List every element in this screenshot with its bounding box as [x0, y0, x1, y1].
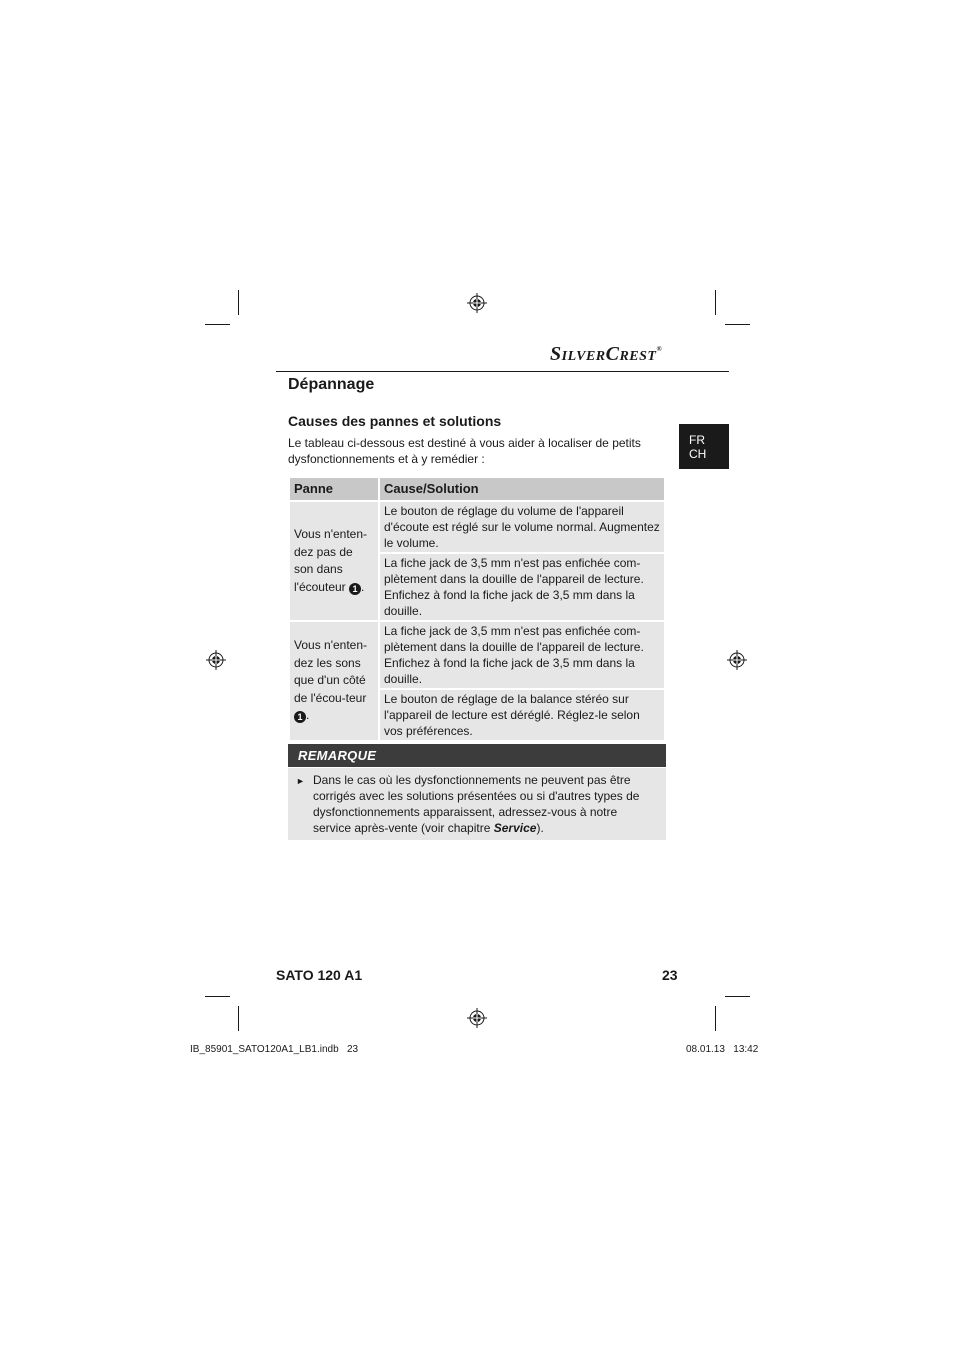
table-cell-solution: La fiche jack de 3,5 mm n'est pas enfichée com-plètement dans la douille de l'appareil de lecture. Enfichez à fond la fiche jack de 3,5 mm dans la douille.	[379, 621, 665, 689]
language-tab-line1: FR	[689, 433, 705, 447]
table-cell-solution: Le bouton de réglage du volume de l'appareil d'écoute est réglé sur le volume normal. Augmentez le volume.	[379, 501, 665, 553]
crop-mark	[238, 1006, 239, 1031]
crop-mark	[725, 996, 750, 997]
part-number-badge: 1	[294, 711, 306, 723]
section-subtitle: Causes des pannes et solutions	[288, 413, 502, 429]
table-cell-solution: La fiche jack de 3,5 mm n'est pas enfichée com-plètement dans la douille de l'appareil de lecture. Enfichez à fond la fiche jack de 3,5 mm dans la douille.	[379, 553, 665, 621]
bullet-arrow-icon: ►	[296, 776, 305, 786]
crop-mark	[238, 290, 239, 315]
table-cell-cause: Vous n'enten-dez les sons que d'un côté de l'écou-teur 1 .	[289, 621, 379, 741]
section-title: Dépannage	[288, 376, 375, 393]
brand-name: SilverCrest	[550, 343, 657, 365]
print-slug-date: 08.01.13 13:42	[686, 1044, 759, 1055]
note-title: REMARQUE	[288, 744, 666, 767]
page-number: 23	[662, 967, 678, 983]
table-cell-solution: Le bouton de réglage de la balance stéréo sur l'appareil de lecture est déréglé. Réglez-le selon vos préférences.	[379, 689, 665, 741]
model-name: SATO 120 A1	[276, 967, 363, 983]
crop-mark	[725, 324, 750, 325]
crop-mark	[715, 290, 716, 315]
table-row	[289, 501, 665, 553]
crop-mark	[205, 996, 230, 997]
note-text: Dans le cas où les dysfonctionnements ne peuvent pas être corrigés avec les solutions présentées ou si d'autres types de dysfonctionnements apparaissent, adressez-vous à notre service après-vente (voir chapitre	[313, 773, 640, 835]
note-body	[288, 768, 666, 840]
note-text-end: ).	[536, 821, 544, 835]
intro-paragraph: Le tableau ci-dessous est destiné à vous aider à localiser de petits dysfonctionnements et à y remédier :	[288, 436, 641, 466]
language-tab	[679, 424, 729, 469]
language-tab-line2: CH	[689, 447, 707, 461]
cause-text: Vous n'enten-dez pas de son dans l'écouteur	[294, 527, 368, 594]
registration-mark-icon	[467, 1008, 487, 1028]
header-rule	[276, 371, 729, 372]
note-emphasis: Service	[493, 821, 537, 835]
header-panne: Panne	[289, 477, 379, 501]
table-row	[289, 621, 665, 689]
print-slug-file: IB_85901_SATO120A1_LB1.indb 23	[190, 1044, 359, 1055]
troubleshooting-table	[288, 476, 666, 742]
cause-text: Vous n'enten-dez les sons que d'un côté de l'écou-teur	[294, 638, 368, 705]
table-cell-cause: Vous n'enten-dez pas de son dans l'écouteur 1 .	[289, 501, 379, 621]
header-cause-solution: Cause/Solution	[379, 477, 665, 501]
crop-mark	[205, 324, 230, 325]
crop-mark	[715, 1006, 716, 1031]
registration-mark-icon	[206, 650, 226, 670]
registration-mark-icon	[727, 650, 747, 670]
brand-logo	[550, 343, 662, 366]
brand-registered-mark: ®	[656, 345, 663, 353]
registration-mark-icon	[467, 293, 487, 313]
part-number-badge: 1	[349, 583, 361, 595]
table-header-row	[289, 477, 665, 501]
